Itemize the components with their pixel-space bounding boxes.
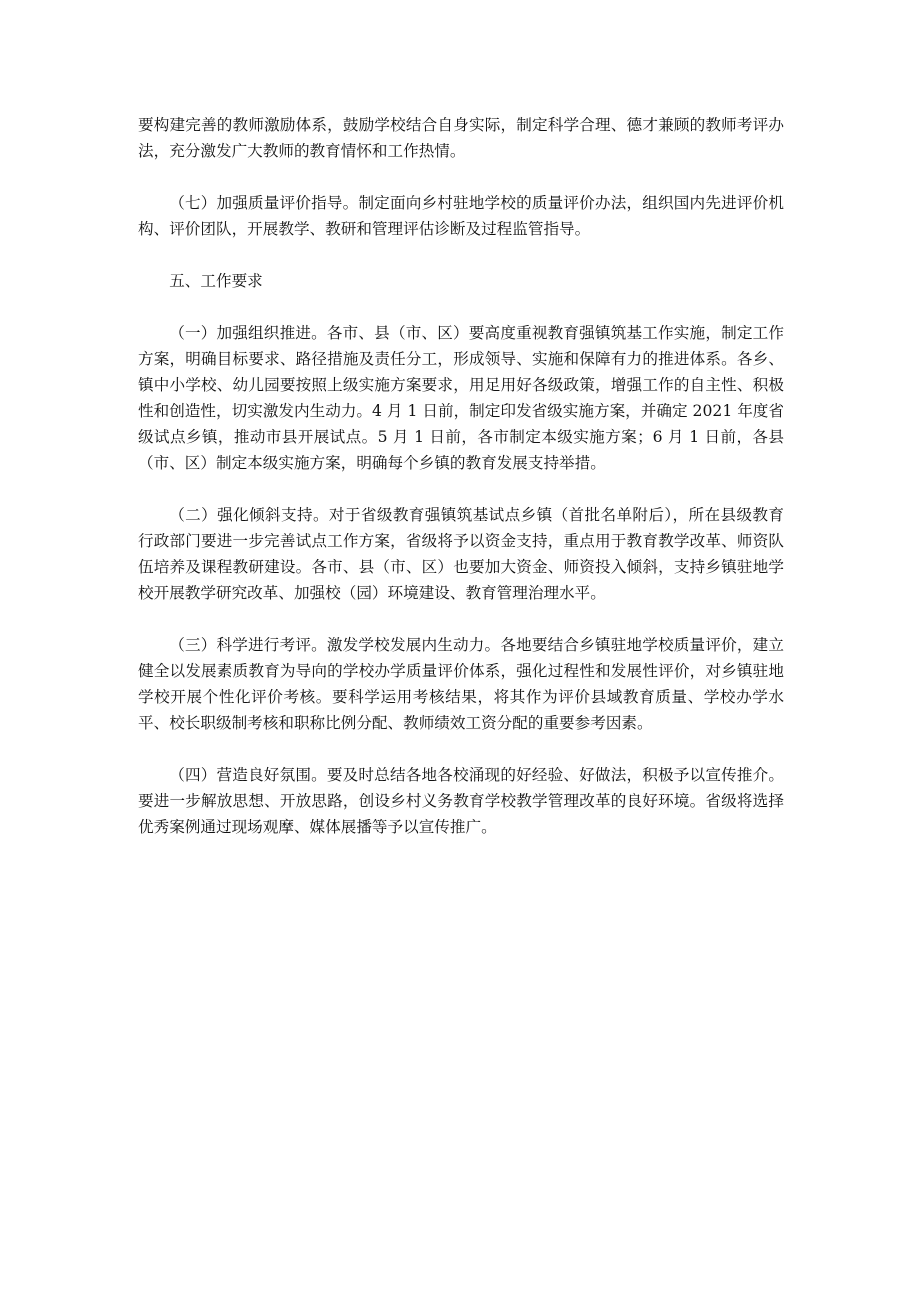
paragraph-continuation: 要构建完善的教师激励体系，鼓励学校结合自身实际，制定科学合理、德才兼顾的教师考评办法，充分激发广大教师的教育情怀和工作热情。: [138, 116, 784, 160]
document-body: [138, 112, 784, 866]
paragraph-support: （二）强化倾斜支持。对于省级教育强镇筑基试点乡镇（首批名单附后），所在县级教育行政部门要进一步完善试点工作方案，省级将予以资金支持，重点用于教育教学改革、师资队伍培养及课程教研建设。各市、县（市、区）也要加大资金、师资投入倾斜，支持乡镇驻地学校开展教学研究改革、加强校（园）环境建设、教育管理治理水平。: [138, 506, 784, 602]
paragraph-atmosphere: （四）营造良好氛围。要及时总结各地各校涌现的好经验、好做法，积极予以宣传推介。要进一步解放思想、开放思路，创设乡村义务教育学校教学管理改革的良好环境。省级将选择优秀案例通过现场观摩、媒体展播等予以宣传推广。: [138, 766, 784, 836]
paragraph-organization: （一）加强组织推进。各市、县（市、区）要高度重视教育强镇筑基工作实施，制定工作方案，明确目标要求、路径措施及责任分工，形成领导、实施和保障有力的推进体系。各乡、镇中小学校、幼儿园要按照上级实施方案要求，用足用好各级政策，增强工作的自主性、积极性和创造性，切实激发内生动力。4 月 1 日前，制定印发省级实施方案，并确定 2021 年度省级试点乡镇，推动市县开展试点。5 月 1 日前，各市制定本级实施方案；6 月 1 日前，各县（市、区）制定本级实施方案，明确每个乡镇的教育发展支持举措。: [138, 324, 784, 472]
section-heading-work-requirements: 五、工作要求: [169, 272, 263, 290]
paragraph-quality-evaluation: （七）加强质量评价指导。制定面向乡村驻地学校的质量评价办法，组织国内先进评价机构、评价团队，开展教学、教研和管理评估诊断及过程监管指导。: [138, 194, 784, 238]
paragraph-assessment: （三）科学进行考评。激发学校发展内生动力。各地要结合乡镇驻地学校质量评价，建立健全以发展素质教育为导向的学校办学质量评价体系，强化过程性和发展性评价，对乡镇驻地学校开展个性化评价考核。要科学运用考核结果，将其作为评价县域教育质量、学校办学水平、校长职级制考核和职称比例分配、教师绩效工资分配的重要参考因素。: [138, 636, 784, 732]
